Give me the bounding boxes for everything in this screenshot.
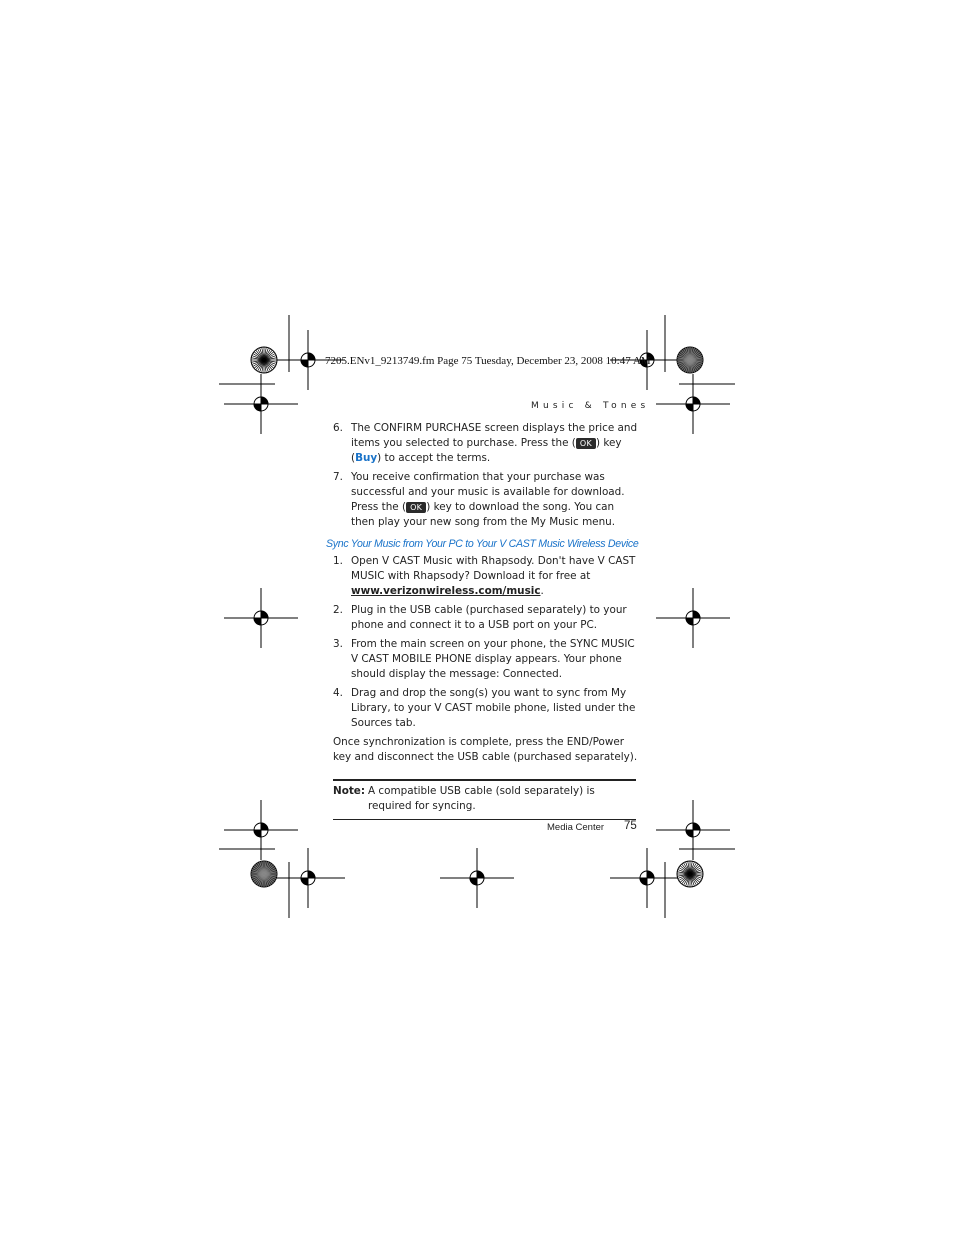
crosshair-mark-icon xyxy=(610,848,684,908)
list-item-step-7 xyxy=(333,470,639,530)
ok-key-icon: OK xyxy=(576,438,596,449)
step-number: 1. xyxy=(333,555,343,567)
step-text: From the main screen on your phone, the SYNC MUSIC V CAST MOBILE PHONE display appears. Your phone should display the message: Connected. xyxy=(351,638,635,680)
crosshair-mark-icon xyxy=(271,848,345,908)
note-label: Note: xyxy=(333,785,366,797)
crosshair-mark-icon xyxy=(440,848,514,908)
crosshair-mark-icon xyxy=(224,800,298,860)
list-item-step-1 xyxy=(333,554,639,599)
crosshair-mark-icon xyxy=(224,374,298,434)
step-text: ) key to download the song. You can then play your new song from the My Music menu. xyxy=(351,501,616,528)
note-box xyxy=(333,779,636,820)
step-number: 2. xyxy=(333,604,343,616)
step-text: The CONFIRM PURCHASE screen displays the price and items you selected to purchase. Press the ( xyxy=(351,422,638,449)
footer-section-label: Media Center xyxy=(547,822,605,833)
starburst-mark-icon xyxy=(677,861,703,887)
step-number: 7. xyxy=(333,471,343,483)
verizon-music-link[interactable]: www.verizonwireless.com/music xyxy=(351,585,541,597)
crosshair-mark-icon xyxy=(224,588,298,648)
page-number: 75 xyxy=(624,820,637,832)
page-content xyxy=(326,421,639,820)
section-header: Music & Tones xyxy=(531,401,650,411)
step-number: 4. xyxy=(333,687,343,699)
buy-softkey-label: Buy xyxy=(355,452,378,464)
step-text: ) to accept the terms. xyxy=(377,452,491,464)
step-number: 6. xyxy=(333,422,343,434)
step-text: You receive confirmation that your purchase was successful and your music is available for download. Press the ( xyxy=(351,471,625,513)
crosshair-mark-icon xyxy=(656,800,730,860)
step-text: Drag and drop the song(s) you want to sync from My Library, to your V CAST mobile phone, listed under the Sources tab. xyxy=(351,687,636,729)
list-item-step-2 xyxy=(333,603,639,633)
list-item-step-4 xyxy=(333,686,639,731)
print-header: 7205.ENv1_9213749.fm Page 75 Tuesday, December 23, 2008 10:47 AM xyxy=(325,355,651,367)
list-item-step-6 xyxy=(333,421,639,466)
starburst-mark-icon xyxy=(251,861,277,887)
section-subheading: Sync Your Music from Your PC to Your V CAST Music Wireless Device xyxy=(326,538,639,550)
crosshair-mark-icon xyxy=(656,588,730,648)
step-text: Plug in the USB cable (purchased separately) to your phone and connect it to a USB port on your PC. xyxy=(351,604,627,631)
starburst-mark-icon xyxy=(251,347,277,373)
crosshair-mark-icon xyxy=(656,374,730,434)
step-number: 3. xyxy=(333,638,343,650)
note-text: A compatible USB cable (sold separately) is required for syncing. xyxy=(368,785,595,812)
ok-key-icon: OK xyxy=(406,502,426,513)
list-item-step-3 xyxy=(333,637,639,682)
starburst-mark-icon xyxy=(677,347,703,373)
step-text: . xyxy=(540,585,544,597)
step-text: ) key ( xyxy=(351,437,622,464)
step-text: Open V CAST Music with Rhapsody. Don't have V CAST MUSIC with Rhapsody? Download it for free at xyxy=(351,555,636,582)
closing-paragraph: Once synchronization is complete, press the END/Power key and disconnect the USB cable (purchased separately). xyxy=(333,736,638,763)
